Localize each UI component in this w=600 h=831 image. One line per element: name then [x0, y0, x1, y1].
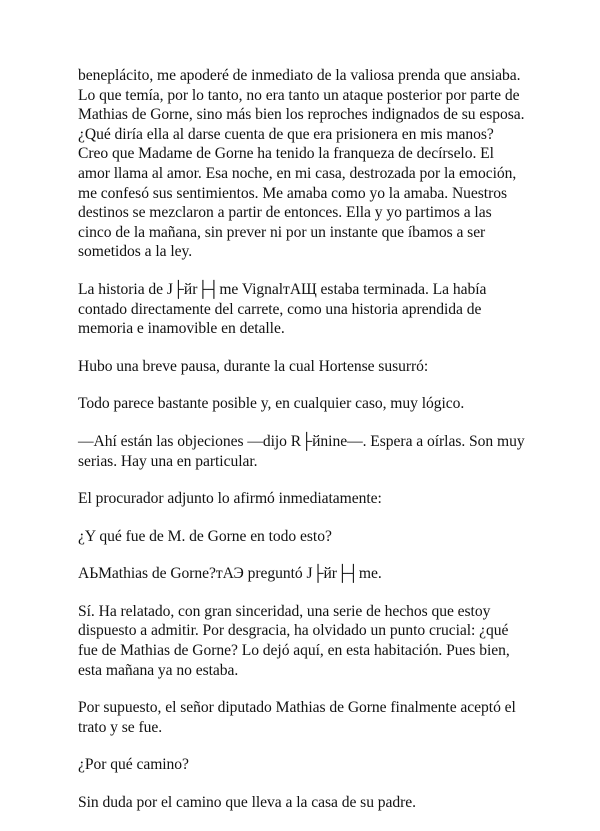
paragraph: ¿Y qué fue de M. de Gorne en todo esto?: [78, 527, 332, 545]
paragraph: beneplácito, me apoderé de inmediato de la valiosa prenda que ansiaba. Lo que temía, por lo tanto, no era tanto un ataque posterior por parte de Mathias de Gorne, sino más bien los reproches indignados de su esposa. ¿Qué diría ella al darse cuenta de que era prisionera en mis manos? Creo que Madame de Gorne ha tenido la franqueza de decírselo. El amor llama al amor. Esa noche, en mi casa, destrozada por la emoción, me confesó sus sentimientos. Me amaba como yo la amaba. Nuestros destinos se mezclaron a partir de entonces. Ella y yo partimos a las cinco de la mañana, sin prever ni por un instante que íbamos a ser sometidos a la ley.: [78, 67, 525, 261]
paragraph: El procurador adjunto lo afirmó inmediatamente:: [78, 490, 382, 508]
paragraph: Por supuesto, el señor diputado Mathias de Gorne finalmente aceptó el trato y se fue.: [78, 699, 516, 736]
paragraph: ¿Por qué camino?: [78, 756, 189, 774]
paragraph: —Ahí están las objeciones —dijo R├йnine—. Espera a oírlas. Son muy serias. Hay una en particular.: [78, 432, 525, 470]
paragraph: Sin duda por el camino que lleva a la casa de su padre.: [78, 794, 417, 812]
paragraph: АЬMathias de Gorne?тАЭ preguntó J├йr├┤me.: [78, 565, 382, 583]
text-body: [78, 66, 526, 831]
paragraph: Sí. Ha relatado, con gran sinceridad, una serie de hechos que estoy dispuesto a admitir. Por desgracia, ha olvidado un punto crucial: ¿qué fue de Mathias de Gorne? Lo dejó aquí, en esta habitación. Pues bien, esta mañana ya no estaba.: [78, 602, 510, 679]
paragraph: Todo parece bastante posible y, en cualquier caso, muy lógico.: [78, 395, 465, 413]
paragraph: Hubo una breve pausa, durante la cual Hortense susurró:: [78, 357, 429, 375]
paragraph: La historia de J├йr├┤me VignalтАЩ estaba terminada. La había contado directamente del carrete, como una historia aprendida de memoria e inamovible en detalle.: [78, 280, 487, 338]
